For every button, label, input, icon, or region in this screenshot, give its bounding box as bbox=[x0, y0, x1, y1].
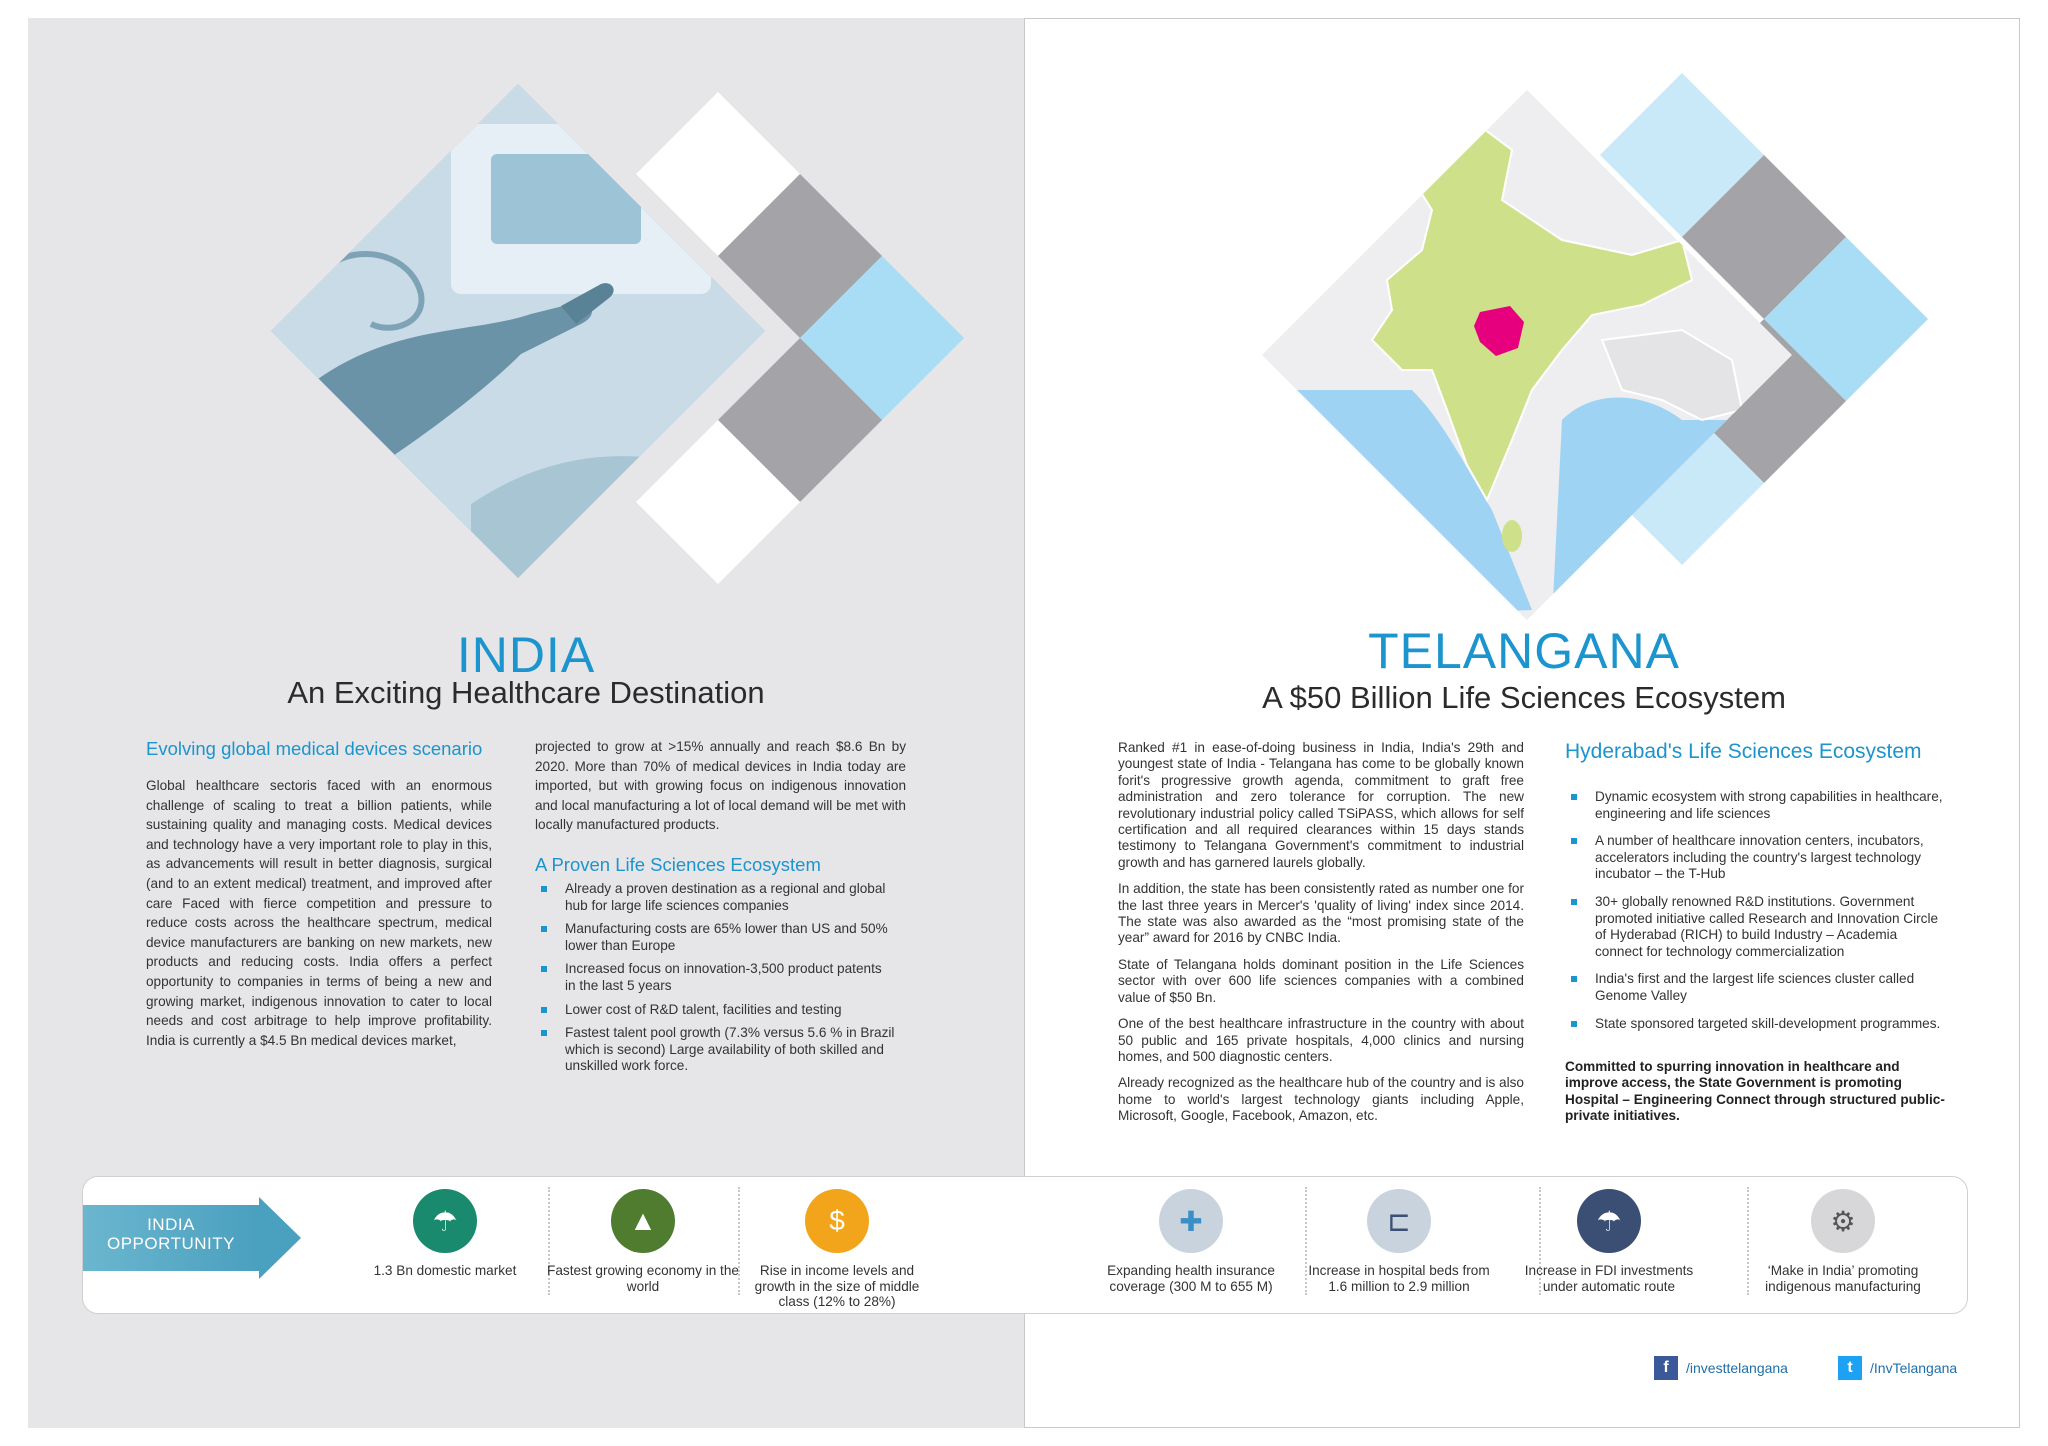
telangana-title: TELANGANA bbox=[1368, 623, 1680, 679]
section-heading-proven-ecosystem: A Proven Life Sciences Ecosystem bbox=[535, 854, 821, 875]
facebook-icon: f bbox=[1654, 1356, 1678, 1380]
opportunity-item-domestic-market bbox=[347, 1189, 543, 1279]
proven-ecosystem-bullet-list bbox=[535, 881, 895, 1082]
list-item: Increased focus on innovation-3,500 product patents in the last 5 years bbox=[535, 961, 895, 994]
telangana-body bbox=[1118, 740, 1524, 1135]
telangana-paragraph: Already recognized as the healthcare hub of the country and is also home to world's largest technology giants including Apple, Microsoft, Google, Facebook, Amazon, etc. bbox=[1118, 1075, 1524, 1124]
facebook-link[interactable] bbox=[1654, 1356, 1788, 1380]
list-item: State sponsored targeted skill-development programmes. bbox=[1565, 1016, 1945, 1033]
opportunity-item-fdi bbox=[1511, 1189, 1707, 1294]
india-map-diamond bbox=[1262, 90, 1792, 620]
telangana-subtitle: A $50 Billion Life Sciences Ecosystem bbox=[1262, 680, 1786, 715]
health-hands-icon: ✚ bbox=[1159, 1189, 1223, 1253]
list-item: A number of healthcare innovation centers, incubators, accelerators including the country's largest technology incubator – the T-Hub bbox=[1565, 833, 1945, 883]
arrow-tip bbox=[259, 1197, 301, 1279]
opportunity-caption: Increase in hospital beds from 1.6 million to 2.9 million bbox=[1308, 1263, 1490, 1294]
section-heading-medical-devices: Evolving global medical devices scenario bbox=[146, 738, 483, 759]
facebook-handle: /investtelangana bbox=[1686, 1360, 1788, 1376]
opportunity-item-make-in-india bbox=[1745, 1189, 1941, 1294]
medical-devices-body-col1: Global healthcare sectoris faced with an enormous challenge of scaling to treat a billion patients, while sustaining quality and managing costs. Medical devices and technology have a very important role to play in this, as advancements will result in better diagnosis, surgical (and to an extent medical) treatment, and improved after care Faced with fierce competition and pressure to reduce costs across the healthcare spectrum, medical device manufacturers are banking on new markets, new products and reducing costs. India offers a perfect opportunity to companies in terms of being a new and growing market, indigenous innovation to cater to local needs and cost arbitrage to help improve profitability. India is currently a $4.5 Bn medical devices market, bbox=[146, 778, 492, 1048]
opportunity-caption: 1.3 Bn domestic market bbox=[373, 1263, 517, 1278]
india-title: INDIA bbox=[456, 627, 596, 683]
opportunity-caption: Fastest growing economy in the world bbox=[547, 1263, 739, 1294]
hyderabad-bullet-list bbox=[1565, 789, 1945, 1043]
money-umbrella-icon: ☂ bbox=[1577, 1189, 1641, 1253]
family-umbrella-icon: ☂ bbox=[413, 1189, 477, 1253]
list-item: 30+ globally renowned R&D institutions. Government promoted initiative called Research and Innovation Circle of Hyderabad (RICH) to build Industry – Academia connect for technology commercialization bbox=[1565, 894, 1945, 960]
india-opportunity-strip bbox=[82, 1176, 1968, 1314]
government-commitment-note: Committed to spurring innovation in healthcare and improve access, the State Government is promoting Hospital – Engineering Connect through structured public-private initiatives. bbox=[1565, 1059, 1945, 1124]
twitter-icon: t bbox=[1838, 1356, 1862, 1380]
list-item: India's first and the largest life sciences cluster called Genome Valley bbox=[1565, 971, 1945, 1004]
opportunity-caption: ‘Make in India’ promoting indigenous manufacturing bbox=[1765, 1263, 1921, 1294]
healthcare-photo-diamond bbox=[271, 84, 765, 578]
growth-chart-icon: ▲ bbox=[611, 1189, 675, 1253]
telangana-paragraph: State of Telangana holds dominant position in the Life Sciences sector with over 600 life sciences companies with a combined value of $50 Bn. bbox=[1118, 956, 1524, 1005]
opportunity-item-health-insurance bbox=[1093, 1189, 1289, 1294]
twitter-handle: /InvTelangana bbox=[1870, 1360, 1958, 1376]
list-item: Fastest talent pool growth (7.3% versus 5.6 % in Brazil which is second) Large availability of both skilled and unskilled work force. bbox=[535, 1025, 895, 1075]
india-opportunity-arrow bbox=[83, 1205, 301, 1271]
opportunity-item-growing-economy bbox=[545, 1189, 741, 1294]
list-item: Lower cost of R&D talent, facilities and testing bbox=[535, 1002, 895, 1019]
hospital-bed-icon: ⊏ bbox=[1367, 1189, 1431, 1253]
twitter-link[interactable] bbox=[1838, 1356, 1957, 1380]
telangana-paragraph: One of the best healthcare infrastructure in the country with about 50 public and 165 private hospitals, 4,000 clinics and nursing homes, and 500 diagnostic centers. bbox=[1118, 1016, 1524, 1064]
opportunity-item-income-levels bbox=[739, 1189, 935, 1310]
telangana-paragraph: In addition, the state has been consistently rated as number one for the last three years in Mercer's 'quality of living' index since 2014. The state was also awarded as the “most promising state of the year” award for 2016 by CNBC India. bbox=[1118, 881, 1524, 946]
telangana-paragraph: Ranked #1 in ease-of-doing business in India, India's 29th and youngest state of India - Telangana has come to be globally known forit's progressive growth agenda, commitment to graft free administration and zero tolerance for corruption. The new revolutionary industrial policy called TSiPASS, which allows for self certification and all required clearances within 15 days stands testimony to Telangana Government's commitment to industrial growth and has garnered laurels globally. bbox=[1118, 740, 1524, 870]
dollar-coin-icon: $ bbox=[805, 1189, 869, 1253]
india-subtitle: An Exciting Healthcare Destination bbox=[287, 675, 765, 710]
list-item: Manufacturing costs are 65% lower than US and 50% lower than Europe bbox=[535, 921, 895, 954]
opportunity-item-hospital-beds bbox=[1301, 1189, 1497, 1294]
section-heading-hyderabad: Hyderabad's Life Sciences Ecosystem bbox=[1565, 740, 1922, 763]
list-item: Already a proven destination as a regional and global hub for large life sciences companies bbox=[535, 881, 895, 914]
make-in-india-lion-icon: ⚙ bbox=[1811, 1189, 1875, 1253]
list-item: Dynamic ecosystem with strong capabilities in healthcare, engineering and life sciences bbox=[1565, 789, 1945, 822]
opportunity-caption: Expanding health insurance coverage (300 M to 655 M) bbox=[1107, 1263, 1275, 1294]
opportunity-caption: Rise in income levels and growth in the size of middle class (12% to 28%) bbox=[754, 1263, 920, 1310]
medical-device-photo-illustration bbox=[271, 84, 765, 578]
opportunity-caption: Increase in FDI investments under automatic route bbox=[1524, 1263, 1694, 1294]
india-opportunity-label: INDIA OPPORTUNITY bbox=[107, 1215, 235, 1253]
india-map-illustration bbox=[1262, 90, 1792, 620]
medical-devices-body-col2: projected to grow at >15% annually and reach $8.6 Bn by 2020. More than 70% of medical devices in India today are imported, but with growing focus on indigenous innovation and local manufacturing a lot of local demand will be met with locally manufactured products. bbox=[535, 739, 906, 833]
